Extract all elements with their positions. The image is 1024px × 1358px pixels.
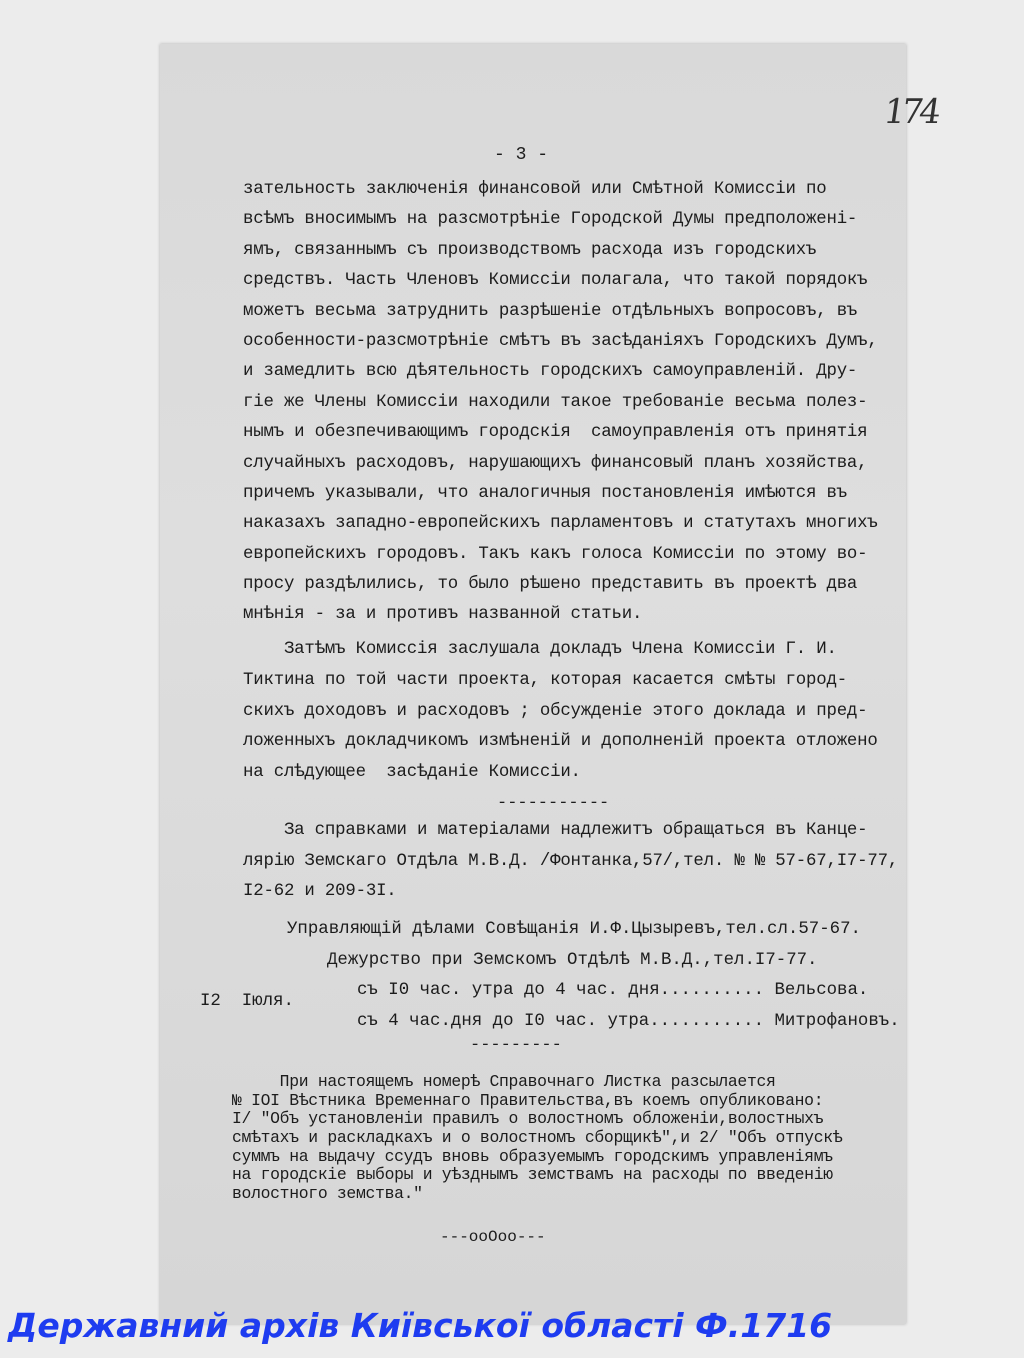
manager-line: Управляющій дѣлами Совѣщанія И.Ф.Цызыревъ,тел.сл.57-67.: [287, 920, 861, 939]
text-line: суммъ на выдачу ссудъ вновь образуемымъ городскимъ управленіямъ: [232, 1146, 833, 1166]
text-line: Затѣмъ Комиссія заслушала докладъ Члена Комиссіи Г. И.: [243, 640, 837, 659]
text-line: ложенныхъ докладчикомъ измѣненій и дополненій проекта отложено: [243, 732, 878, 752]
archive-page-number: 174: [881, 92, 940, 132]
duty-shift: съ I0 час. утра до 4 час. дня.......... Вельсова.: [357, 981, 869, 1000]
text-line: гіе же Члены Комиссіи находили такое требованіе весьма полез-: [243, 392, 868, 412]
text-line: зательность заключенія финансовой или Смѣтной Комиссіи по: [243, 180, 827, 199]
text-line: просу раздѣлились, то было рѣшено представить въ проектѣ два: [243, 575, 858, 595]
text-line: мнѣнія - за и противъ названной статьи.: [243, 605, 643, 625]
text-line: I/ "Объ установленіи правилъ о волостномъ обложеніи,волостныхъ: [232, 1109, 824, 1129]
text-line: Тиктина по той части проекта, которая касается смѣты город-: [243, 670, 847, 690]
text-line: скихъ доходовъ и расходовъ ; обсужденіе этого доклада и пред-: [243, 701, 868, 721]
text-line: За справками и матеріалами надлежитъ обращаться въ Канце-: [243, 821, 868, 840]
text-line: случайныхъ расходовъ, нарушающихъ финансовый планъ хозяйства,: [243, 453, 868, 473]
paragraph-bulletin-notice: [232, 1073, 842, 1204]
paragraph-tiktin-report: [243, 635, 878, 789]
text-line: При настоящемъ номерѣ Справочнаго Листка разсылается: [232, 1072, 776, 1091]
divider: -----------: [497, 794, 610, 813]
text-line: волостного земства.": [232, 1184, 423, 1204]
page-number: - 3 -: [494, 145, 549, 165]
duty-line: Дежурство при Земскомъ Отдѣлѣ М.В.Д.,тел.I7-77.: [327, 951, 818, 970]
text-line: всѣмъ вносимымъ на разсмотрѣніе Городской Думы предположені-: [243, 210, 858, 230]
archive-caption: Державний архів Київської області Ф.1716: [8, 1306, 833, 1345]
text-line: на городскіе выборы и уѣзднымъ земствамъ на расходы по введенію: [232, 1165, 833, 1185]
text-line: и замедлить всю дѣятельность городскихъ самоуправленій. Дру-: [243, 362, 858, 382]
duty-shift: съ 4 час.дня до I0 час. утра........... Митрофановъ.: [357, 1012, 900, 1031]
text-line: на слѣдующее засѣданіе Комиссіи.: [243, 763, 581, 783]
text-line: причемъ указывали, что аналогичныя постановленія имѣются въ: [243, 483, 847, 503]
text-line: № IOI Вѣстника Временнаго Правительства,въ коемъ опубликовано:: [232, 1090, 824, 1110]
divider: ---------: [470, 1036, 562, 1055]
text-line: лярію Земскаго Отдѣла М.В.Д. /Фонтанка,57/,тел. № № 57-67,I7-77,: [243, 851, 899, 871]
paragraph-commission-opinions: [243, 175, 878, 631]
text-line: европейскихъ городовъ. Такъ какъ голоса Комиссіи по этому во-: [243, 544, 868, 564]
text-line: ямъ, связаннымъ съ производствомъ расхода изъ городскихъ: [243, 240, 817, 260]
text-line: наказахъ западно-европейскихъ парламентовъ и статутахъ многихъ: [243, 514, 878, 534]
text-line: средствъ. Часть Членовъ Комиссіи полагала, что такой порядокъ: [243, 271, 868, 291]
paragraph-inquiries: [243, 816, 898, 908]
text-line: I2-62 и 209-3I.: [243, 882, 397, 902]
text-line: можетъ весьма затруднить разрѣшеніе отдѣльныхъ вопросовъ, въ: [243, 301, 858, 321]
text-line: смѣтахъ и раскладкахъ и о волостномъ сборщикѣ",и 2/ "Объ отпускѣ: [232, 1128, 843, 1148]
text-line: нымъ и обезпечивающимъ городскія самоуправленія отъ принятія: [243, 423, 868, 443]
duty-date: I2 Іюля.: [200, 992, 294, 1011]
text-line: особенности-разсмотрѣніе смѣтъ въ засѣданіяхъ Городскихъ Думъ,: [243, 331, 878, 351]
end-mark: ---ooOoo---: [440, 1228, 546, 1246]
